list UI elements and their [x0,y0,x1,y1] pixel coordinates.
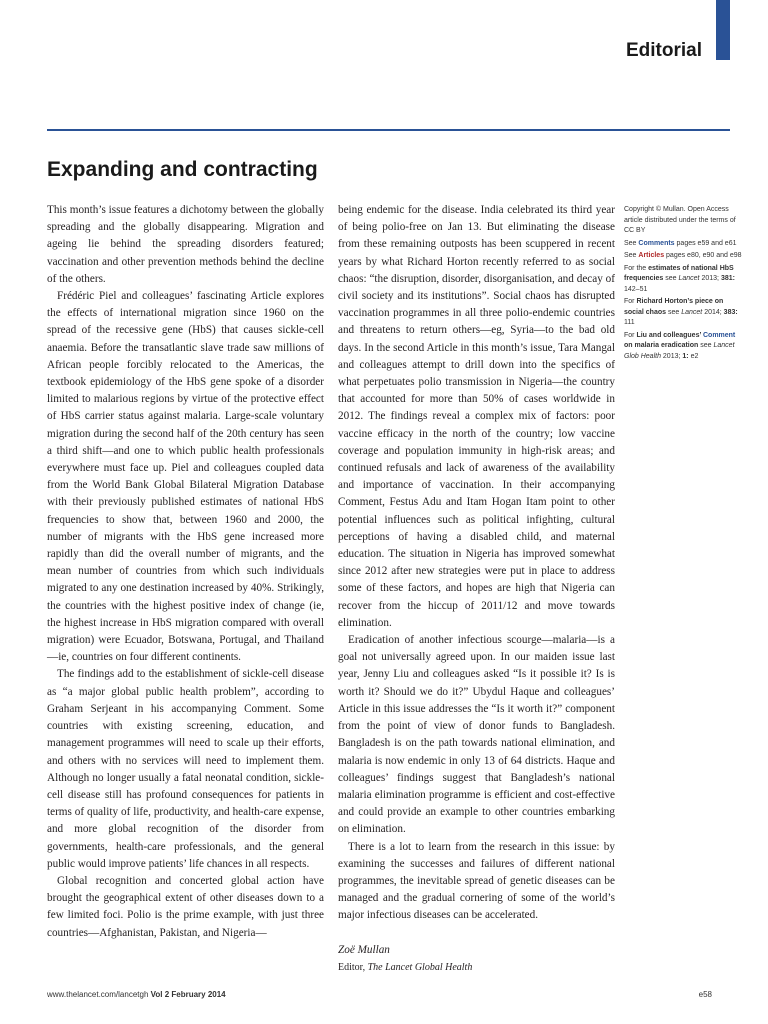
paragraph: This month’s issue features a dichotomy between the globally spreading and the globally disappearing. Migration and ageing lie behind the spreading disorders featured; vaccination and other prevention methods behind the decline of the others. [47,204,324,285]
paragraph: Global recognition and concerted global action have brought the geographical extent of other diseases down to a few limited foci. Polio is the prime example, with just three countries—Afghanistan, Pakistan, and Nigeria— [47,874,324,939]
liu-comment-link[interactable]: Comment [702,331,736,339]
footer-issue: Vol 2 February 2014 [150,990,226,999]
paragraph: being endemic for the disease. India celebrated its third year of being polio-free on Jan 13. But eliminating the disease from these remaining outposts has been scuppered in recent years by what Richard Horton recently referred to as social chaos: “the disruption, disorder, disorganisation, and decay of civil society and its institutions”. Social chaos has disrupted vaccination programmes in all three polio-endemic countries and threatens to return others—eg, Syria—to the bad old days. In the second Article in this month’s issue, Tara Mangal and colleagues attempt to drill down into the specifics of what perpetuates polio transmission in Nigeria—the country that accounted for more than 50% of cases worldwide in 2012. The findings reveal a complex mix of factors: poor vaccine efficacy in the north of the country; low vaccine coverage and population immunity in high-risk areas; and continued refusals and lack of awareness of the availability and importance of vaccination. In their accompanying Comment, Festus Adu and Itam Hogan Itam point to other potential influences such as political infighting, cultural perceptions of having a disabled child, and maternal education. The situation in Nigeria has improved somewhat since 2012 after new strategies were put in place to address some of these factors, and hopes are high that Nigeria can recover from the hiccup of 2011/12 and move towards elimination. [338,204,615,629]
author-role: Editor, The Lancet Global Health [338,961,473,973]
article-column-middle [338,202,615,976]
articles-note: See Articles pages e80, e90 and e98 [624,252,742,259]
comments-link[interactable]: Comments [638,239,675,247]
author-name: Zoë Mullan [338,943,390,956]
articles-link[interactable]: Articles [638,252,665,259]
horton-note: For Richard Horton’s piece on social chaos see Lancet 2014; 383: 111 [624,298,738,326]
article-column-left [47,202,324,942]
header-rule [47,129,730,131]
section-label: Editorial [625,40,702,61]
paragraph: Eradication of another infectious scourge—malaria—is a goal not universally agreed upon. In our maiden issue last year, Jenny Liu and colleagues asked “Is it possible it? Is is worth it? Should we do it?” Ubydul Haque and colleagues’ Article in this issue addresses the “Is it worth it?” component from the point of view of donor funds to Bangladesh. Bangladesh is on the path towards national elimination, and malaria is now endemic in only 13 of 64 districts. Haque and colleagues’ findings suggest that Bangladesh’s national malaria elimination programme is efficient and cost-effective and could provide an example to other countries embarking on elimination. [338,634,615,836]
page-number: e58 [698,990,712,999]
footer-left [47,990,226,999]
paragraph: There is a lot to learn from the research in this issue: by examining the successes and failures of different national programmes, the inevitable spread of genetic diseases can be managed and the gradual cornering of some of the world’s major infectious diseases can be accelerated. [338,840,615,922]
hbs-estimates-note: For the estimates of national HbS frequencies see Lancet 2013; 381: 142–51 [624,264,735,293]
copyright-note: Copyright © Mullan. Open Access article distributed under the terms of CC BY [624,206,736,234]
malaria-eradication-note: For Liu and colleagues’ Comment on malaria eradication see Lancet Glob Health 2013; 1: e2 [624,331,736,360]
section-accent-bar [716,0,730,60]
margin-notes [624,205,744,364]
paragraph: Frédéric Piel and colleagues’ fascinating Article explores the effects of international migration since 1960 on the spread of the recessive gene (HbS) that causes sickle-cell anaemia. Before the transatlantic slave trade saw millions of African people forcibly relocated to the Americas, the textbook epidemiology of the HbS gene spoke of a disorder limited to malarious regions by virtue of the protective effect of HbS carrier status against malaria. Large-scale voluntary migration during the second half of the 20th century has seen a third shift—and one to which public health professionals everywhere must face up. Piel and colleagues coupled data from the World Bank Global Bilateral Migration Database with their previously published estimates of national HbS frequencies to show that, between 1960 and 2000, the number of migrants with the HbS gene increased more rapidly than did the overall number of migrants, and the mean number of countries from which such individuals migrated to any one destination increased by 40%. Strikingly, the countries with the highest positive index of change (ie, the highest increase in HbS migration compared with overall migration) were Ecuador, Botswana, Portugal, and Thailand—ie, countries on four different continents. [47,290,324,664]
paragraph: The findings add to the establishment of sickle-cell disease as “a major global public health problem”, according to Graham Serjeant in his accompanying Comment. Some countries with existing screening, education, and management programmes will need to scale up their efforts, and others with no services will need to implement them. Although no longer usually a fatal neonatal condition, sickle-cell disease still has profound consequences for patients in terms of quality of life, productivity, and health-care expense, and more global recognition of the disorder from governments, health-care professionals, and the general public would improve patients’ life chances in all respects. [47,668,324,870]
article-title: Expanding and contracting [47,158,318,181]
comments-note: See Comments pages e59 and e61 [624,239,737,247]
footer-url[interactable]: www.thelancet.com/lancetgh [47,990,149,999]
